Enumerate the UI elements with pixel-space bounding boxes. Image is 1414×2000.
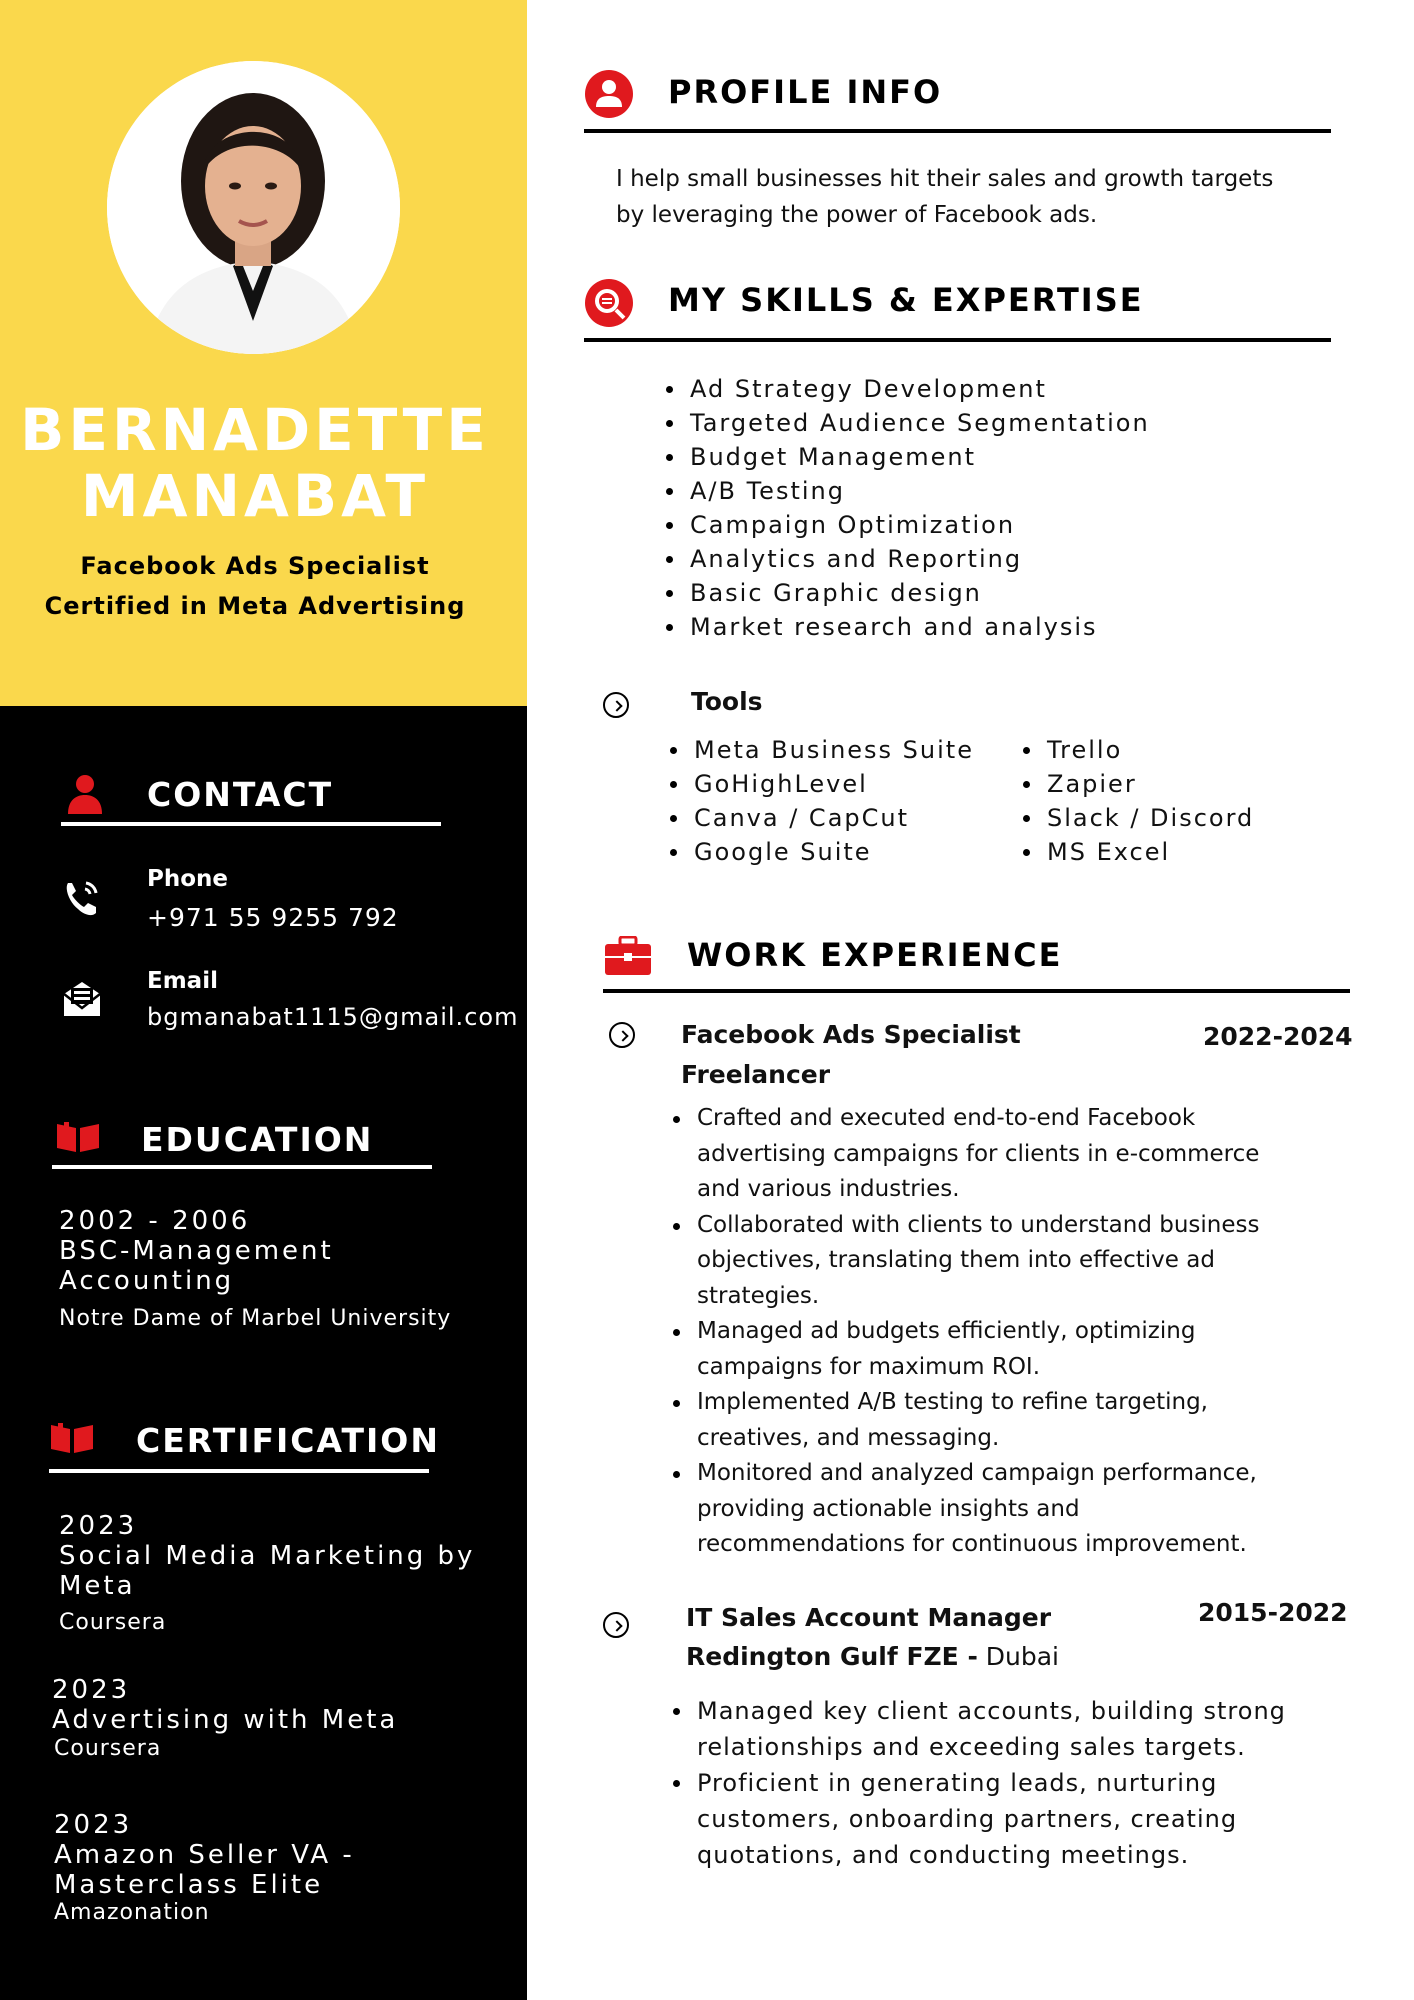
certification-title: Certified in Meta Advertising	[44, 592, 466, 620]
list-item: Slack / Discord	[1021, 801, 1254, 835]
bullet-line: creatives, and messaging.	[697, 1424, 1000, 1451]
certification-divider	[49, 1469, 429, 1473]
circle-arrow-icon	[609, 1022, 635, 1048]
bullet-line: campaigns for maximum ROI.	[697, 1353, 1041, 1380]
bullet-line: customers, onboarding partners, creating	[697, 1805, 1238, 1833]
contact-heading: CONTACT	[147, 775, 334, 814]
book-icon	[55, 1120, 101, 1158]
profile-divider	[584, 129, 1331, 133]
list-item	[671, 1693, 1286, 1765]
circle-arrow-icon	[603, 692, 629, 718]
portrait-image	[107, 61, 400, 354]
job-title: IT Sales Account Manager	[686, 1603, 1052, 1632]
target-icon	[584, 278, 634, 332]
list-item: Meta Business Suite	[668, 733, 974, 767]
education-divider	[52, 1165, 432, 1169]
phone-icon	[62, 877, 102, 923]
cert-year: 2023	[59, 1511, 138, 1541]
job-company: Freelancer	[681, 1060, 831, 1089]
job-title: Facebook Ads Specialist	[681, 1020, 1021, 1049]
list-item	[671, 1456, 1259, 1563]
list-item	[671, 1385, 1259, 1456]
tools-list-2	[1021, 733, 1254, 869]
work-heading: WORK EXPERIENCE	[687, 936, 1063, 974]
list-item: MS Excel	[1021, 835, 1254, 869]
job-title: Facebook Ads Specialist	[80, 552, 430, 580]
bullet-line: Collaborated with clients to understand business	[697, 1211, 1260, 1238]
person-icon	[584, 69, 634, 123]
list-item	[671, 1101, 1259, 1208]
list-item	[671, 1765, 1286, 1873]
job-company-line	[686, 1642, 1059, 1671]
job-bullets	[671, 1693, 1286, 1873]
profile-summary	[616, 161, 1273, 233]
job-location: Dubai	[977, 1642, 1060, 1671]
skills-list	[664, 372, 1150, 644]
list-item: Campaign Optimization	[664, 508, 1150, 542]
tools-list-1	[668, 733, 974, 869]
list-item: Market research and analysis	[664, 610, 1150, 644]
list-item	[671, 1208, 1259, 1315]
cert-name-cont: Meta	[59, 1571, 136, 1601]
bullet-line: and various industries.	[697, 1176, 960, 1202]
cert-issuer: Coursera	[54, 1736, 162, 1761]
bullet-line: relationships and exceeding sales targets.	[697, 1733, 1246, 1761]
profile-line: by leveraging the power of Facebook ads.	[616, 202, 1098, 228]
bullet-line: Managed ad budgets efficiently, optimizing	[697, 1318, 1196, 1344]
circle-arrow-icon	[603, 1612, 629, 1638]
profile-line: I help small businesses hit their sales and growth targets	[616, 166, 1274, 192]
bullet-line: Crafted and executed end-to-end Facebook	[697, 1105, 1196, 1131]
list-item: A/B Testing	[664, 474, 1150, 508]
cert-name: Advertising with Meta	[52, 1705, 399, 1735]
profile-heading: PROFILE INFO	[668, 73, 943, 111]
education-degree: BSC-Management	[59, 1236, 334, 1266]
education-heading: EDUCATION	[141, 1120, 374, 1159]
list-item: Ad Strategy Development	[664, 372, 1150, 406]
list-item: GoHighLevel	[668, 767, 974, 801]
cert-year: 2023	[52, 1675, 131, 1705]
phone-label: Phone	[147, 866, 229, 892]
bullet-line: quotations, and conducting meetings.	[697, 1841, 1190, 1869]
bullet-line: Proficient in generating leads, nurturing	[697, 1769, 1218, 1797]
cert-name-cont: Masterclass Elite	[54, 1870, 324, 1900]
skills-heading: MY SKILLS & EXPERTISE	[668, 281, 1144, 319]
name-last: MANABAT	[80, 462, 430, 530]
list-item: Basic Graphic design	[664, 576, 1150, 610]
list-item: Google Suite	[668, 835, 974, 869]
work-divider	[603, 989, 1350, 993]
cert-name: Social Media Marketing by	[59, 1541, 476, 1571]
bullet-line: providing actionable insights and	[697, 1495, 1080, 1522]
phone-value[interactable]: +971 55 9255 792	[147, 903, 399, 932]
list-item: Canva / CapCut	[668, 801, 974, 835]
list-item: Analytics and Reporting	[664, 542, 1150, 576]
email-value[interactable]: bgmanabat1115@gmail.com	[147, 1003, 519, 1031]
profile-photo	[107, 61, 400, 354]
email-icon	[62, 980, 102, 1022]
contact-divider	[61, 822, 441, 826]
bullet-line: advertising campaigns for clients in e-commerce	[697, 1140, 1260, 1167]
email-label: Email	[147, 968, 218, 994]
list-item: Zapier	[1021, 767, 1254, 801]
skills-divider	[584, 338, 1331, 342]
certification-heading: CERTIFICATION	[136, 1421, 440, 1460]
cert-year: 2023	[54, 1810, 133, 1840]
cert-name: Amazon Seller VA -	[54, 1840, 355, 1870]
bullet-line: objectives, translating them into effective ad	[697, 1247, 1215, 1273]
job-years: 2022-2024	[1203, 1022, 1353, 1051]
bullet-line: Implemented A/B testing to refine targeting,	[697, 1389, 1208, 1415]
list-item: Trello	[1021, 733, 1254, 767]
job-bullets	[671, 1101, 1259, 1563]
education-school: Notre Dame of Marbel University	[59, 1306, 452, 1331]
list-item: Targeted Audience Segmentation	[664, 406, 1150, 440]
bullet-line: strategies.	[697, 1282, 820, 1309]
briefcase-icon	[604, 936, 652, 980]
list-item: Budget Management	[664, 440, 1150, 474]
education-degree-cont: Accounting	[59, 1266, 235, 1296]
name-first: BERNADETTE	[20, 396, 490, 464]
bullet-line: Managed key client accounts, building strong	[697, 1697, 1286, 1725]
bullet-line: Monitored and analyzed campaign performance,	[697, 1460, 1257, 1486]
book-icon	[49, 1421, 95, 1459]
education-years: 2002 - 2006	[59, 1206, 251, 1236]
cert-issuer: Amazonation	[54, 1900, 210, 1925]
list-item	[671, 1314, 1259, 1385]
tools-heading: Tools	[691, 687, 763, 716]
person-icon	[66, 774, 104, 818]
job-company: Redington Gulf FZE -	[686, 1642, 978, 1671]
job-years: 2015-2022	[1198, 1598, 1348, 1627]
bullet-line: recommendations for continuous improvement.	[697, 1531, 1247, 1557]
cert-issuer: Coursera	[59, 1610, 167, 1635]
